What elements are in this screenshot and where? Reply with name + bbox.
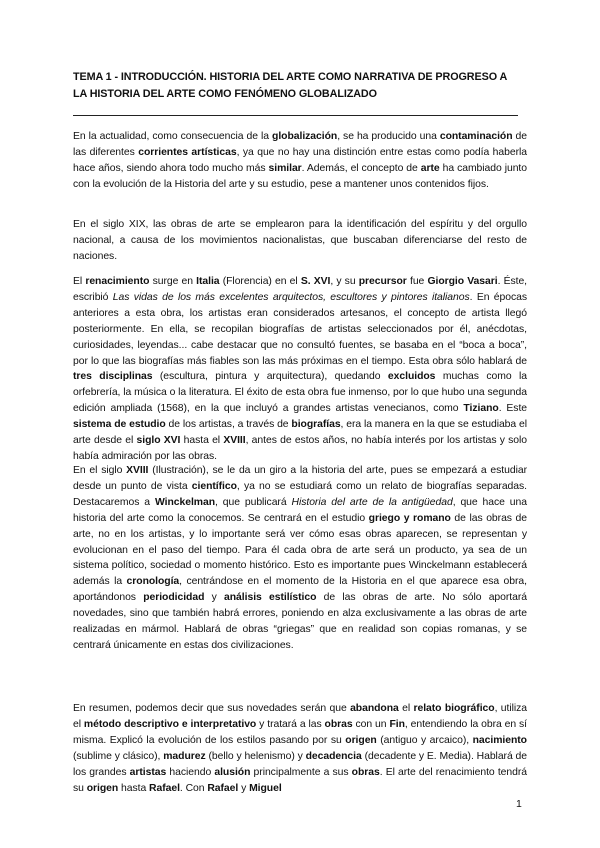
text-run: , centrándose en el momento de la Historia en el que aparece esa obra, aportándonos — [73, 576, 527, 604]
bold-term: obras — [324, 718, 353, 730]
bold-term: sistema de estudio — [73, 419, 166, 431]
text-run: , antes de estos años, no había interés por los artistas y solo había admiración por las obras. — [73, 435, 528, 462]
text-run: haciendo — [166, 766, 215, 778]
text-run: (sublime y clásico), — [73, 750, 164, 762]
text-run: de las diferentes — [73, 131, 528, 158]
text-run: . Éste, escribió — [73, 276, 528, 303]
bold-term: origen — [86, 782, 119, 794]
text-run: (antiguo y arcaico), — [376, 734, 473, 746]
italic-title: Historia del arte de la antigüedad — [291, 496, 453, 508]
bold-term: periodicidad — [143, 592, 205, 604]
text-run: . Con — [179, 782, 208, 794]
bold-term: griego y romano — [368, 512, 451, 524]
text-run: el — [398, 703, 414, 714]
text-run: de las obras de arte, no en los artistas, y lo importante será ver cómo esas obras aparecen, se representan y evolucionan en el paso del tiempo. Para él cada obra de arte será un producto, ya sea de un sistema político, sociedad o momento histórico. Esto es importante pues Winckelmann establecerá además la — [73, 512, 527, 588]
text-run: . El arte del renacimiento tendrá su — [73, 766, 527, 794]
bold-term: obras — [351, 766, 380, 778]
bold-term: excluidos — [387, 371, 436, 383]
bold-term: S. XVI — [300, 276, 331, 287]
text-run: y — [238, 782, 250, 794]
bold-term: tres disciplinas — [73, 371, 153, 383]
text-run: hasta — [118, 782, 150, 794]
text-run: ha cambiado junto con la evolución de la Historia del arte y su estudio, pese a mantener unos contenidos fijos. — [73, 162, 528, 190]
text-run: . En épocas anteriores a esta obra, los artistas eran considerados artesanos, el concepto de artista llegó posteriormente. En ella, se recopilan biografías de artistas seleccionados por él, anécdotas, curiosidades, leyendas... cabe destacar que no consultó fuentes, se basaba en el “boca a boca”, por lo que las biografías más fiables son las más próximas en el tiempo. Esta obra sólo hablará de — [73, 291, 528, 367]
text-run: (decadente y E. Media). Hablará de los grandes — [73, 750, 527, 778]
text-run: hasta el — [180, 435, 224, 447]
bold-term: relato biográfico — [413, 703, 495, 714]
bold-term: Miguel — [249, 782, 282, 794]
title-underline — [73, 115, 518, 116]
text-run: y tratará a las — [256, 718, 325, 730]
text-run: , utiliza el — [73, 703, 527, 730]
page-title — [73, 69, 533, 103]
bold-term: análisis estilístico — [224, 592, 317, 604]
title-line-1: TEMA 1 - INTRODUCCIÓN. HISTORIA DEL ARTE COMO NARRATIVA DE PROGRESO A — [73, 71, 508, 83]
text-run: (Ilustración), se le da un giro a la historia del arte, pues se empezará a estudiar desde un punto de vista — [73, 465, 527, 492]
text-run: muchas como la orfebrería, la música o la literatura. El éxito de esta obra fue inmenso, por lo que hubo una segunda edición ampliada (1568), en la que incluyó a grandes artistas venecianos, como — [73, 371, 527, 415]
bold-term: nacimiento — [472, 734, 527, 746]
text-run: , entendiendo la obra en sí misma. Explicó la evolución de los estilos pasando por su — [73, 718, 528, 746]
bold-term: Rafael — [207, 782, 239, 794]
bold-term: Italia — [196, 276, 220, 287]
bold-term: Rafael — [149, 782, 180, 794]
text-run: (bello y helenismo) y — [205, 750, 306, 762]
bold-term: XVIII — [126, 465, 149, 476]
text-run: , ya que no hay una distinción entre estas como podía haberla hace años, siendo ahora todo mucho más — [73, 146, 527, 174]
text-run: El — [73, 276, 86, 287]
page-number: 1 — [516, 798, 522, 810]
bold-term: Giorgio Vasari — [427, 276, 498, 287]
text-run: de los artistas, a través de — [165, 419, 292, 431]
text-run: y — [204, 592, 225, 604]
bold-term: cronología — [126, 576, 180, 588]
bold-term: madurez — [163, 750, 206, 762]
text-run: , se ha producido una — [337, 131, 440, 142]
paragraph-siglo-xviii — [73, 463, 527, 654]
bold-term: alusión — [214, 766, 251, 778]
bold-term: Winckelman — [154, 496, 215, 508]
text-run: , que publicará — [215, 496, 292, 508]
bold-term: método descriptivo e interpretativo — [83, 718, 257, 730]
bold-term: biografías — [291, 419, 341, 431]
bold-term: similar — [268, 162, 302, 174]
bold-term: origen — [345, 734, 377, 746]
italic-title: Las vidas de los más excelentes arquitectos, escultores y pintores italianos — [112, 291, 470, 303]
bold-term: Tiziano — [463, 403, 499, 415]
bold-term: siglo XVI — [136, 435, 181, 447]
text-run: , era la manera en la que se estudiaba el arte desde el — [73, 419, 527, 447]
bold-term: globalización — [272, 131, 338, 142]
text-run: En la actualidad, como consecuencia de la — [73, 131, 273, 142]
bold-term: arte — [420, 162, 440, 174]
bold-term: XVIII — [223, 435, 246, 447]
text-run: En el siglo — [73, 465, 127, 476]
text-run: . Además, el concepto de — [301, 162, 421, 174]
text-run: , que hace una historia del arte como la conocemos. Se centrará en el estudio — [73, 496, 527, 524]
paragraph-siglo-xix — [73, 217, 527, 265]
bold-term: Fin — [389, 718, 405, 730]
bold-term: científico — [191, 480, 237, 492]
paragraph-resumen — [73, 701, 527, 796]
paragraph-globalizacion — [73, 129, 527, 193]
text-run: con un — [352, 718, 390, 730]
title-line-2: LA HISTORIA DEL ARTE COMO FENÓMENO GLOBALIZADO — [73, 88, 377, 100]
bold-term: corrientes artísticas — [138, 146, 237, 158]
text-run: fue — [406, 276, 428, 287]
text-run: (escultura, pintura y arquitectura), quedando — [152, 371, 388, 383]
bold-term: artistas — [129, 766, 167, 778]
text-run: , y su — [330, 276, 359, 287]
text-run: de las obras de arte. No sólo aportará novedades, sino que también habrá errores, poniendo en alza exclusivamente a las obras de arte realizadas en mármol. Hablará de obras “griegas” que en realidad son copias romanas, y se centrará únicamente en estas dos civilizaciones. — [73, 592, 528, 651]
bold-term: precursor — [358, 276, 407, 287]
text-run: En resumen, podemos decir que sus novedades serán que — [73, 703, 351, 714]
bold-term: decadencia — [305, 750, 362, 762]
bold-term: renacimiento — [85, 276, 150, 287]
text-run: En el siglo XIX, las obras de arte se emplearon para la identificación del espíritu y del orgullo nacional, a causa de los movimientos nacionalistas, que buscaban diferenciarse del resto de naciones. — [73, 219, 527, 262]
text-run: . Este — [498, 403, 528, 415]
text-run: surge en — [149, 276, 197, 287]
text-run: principalmente a sus — [250, 766, 352, 778]
paragraph-renacimiento — [73, 274, 527, 465]
text-run: , ya no se estudiará como un relato de biografías separadas. Destacaremos a — [73, 480, 527, 508]
bold-term: abandona — [350, 703, 399, 714]
bold-term: contaminación — [439, 131, 513, 142]
text-run: (Florencia) en el — [219, 276, 301, 287]
